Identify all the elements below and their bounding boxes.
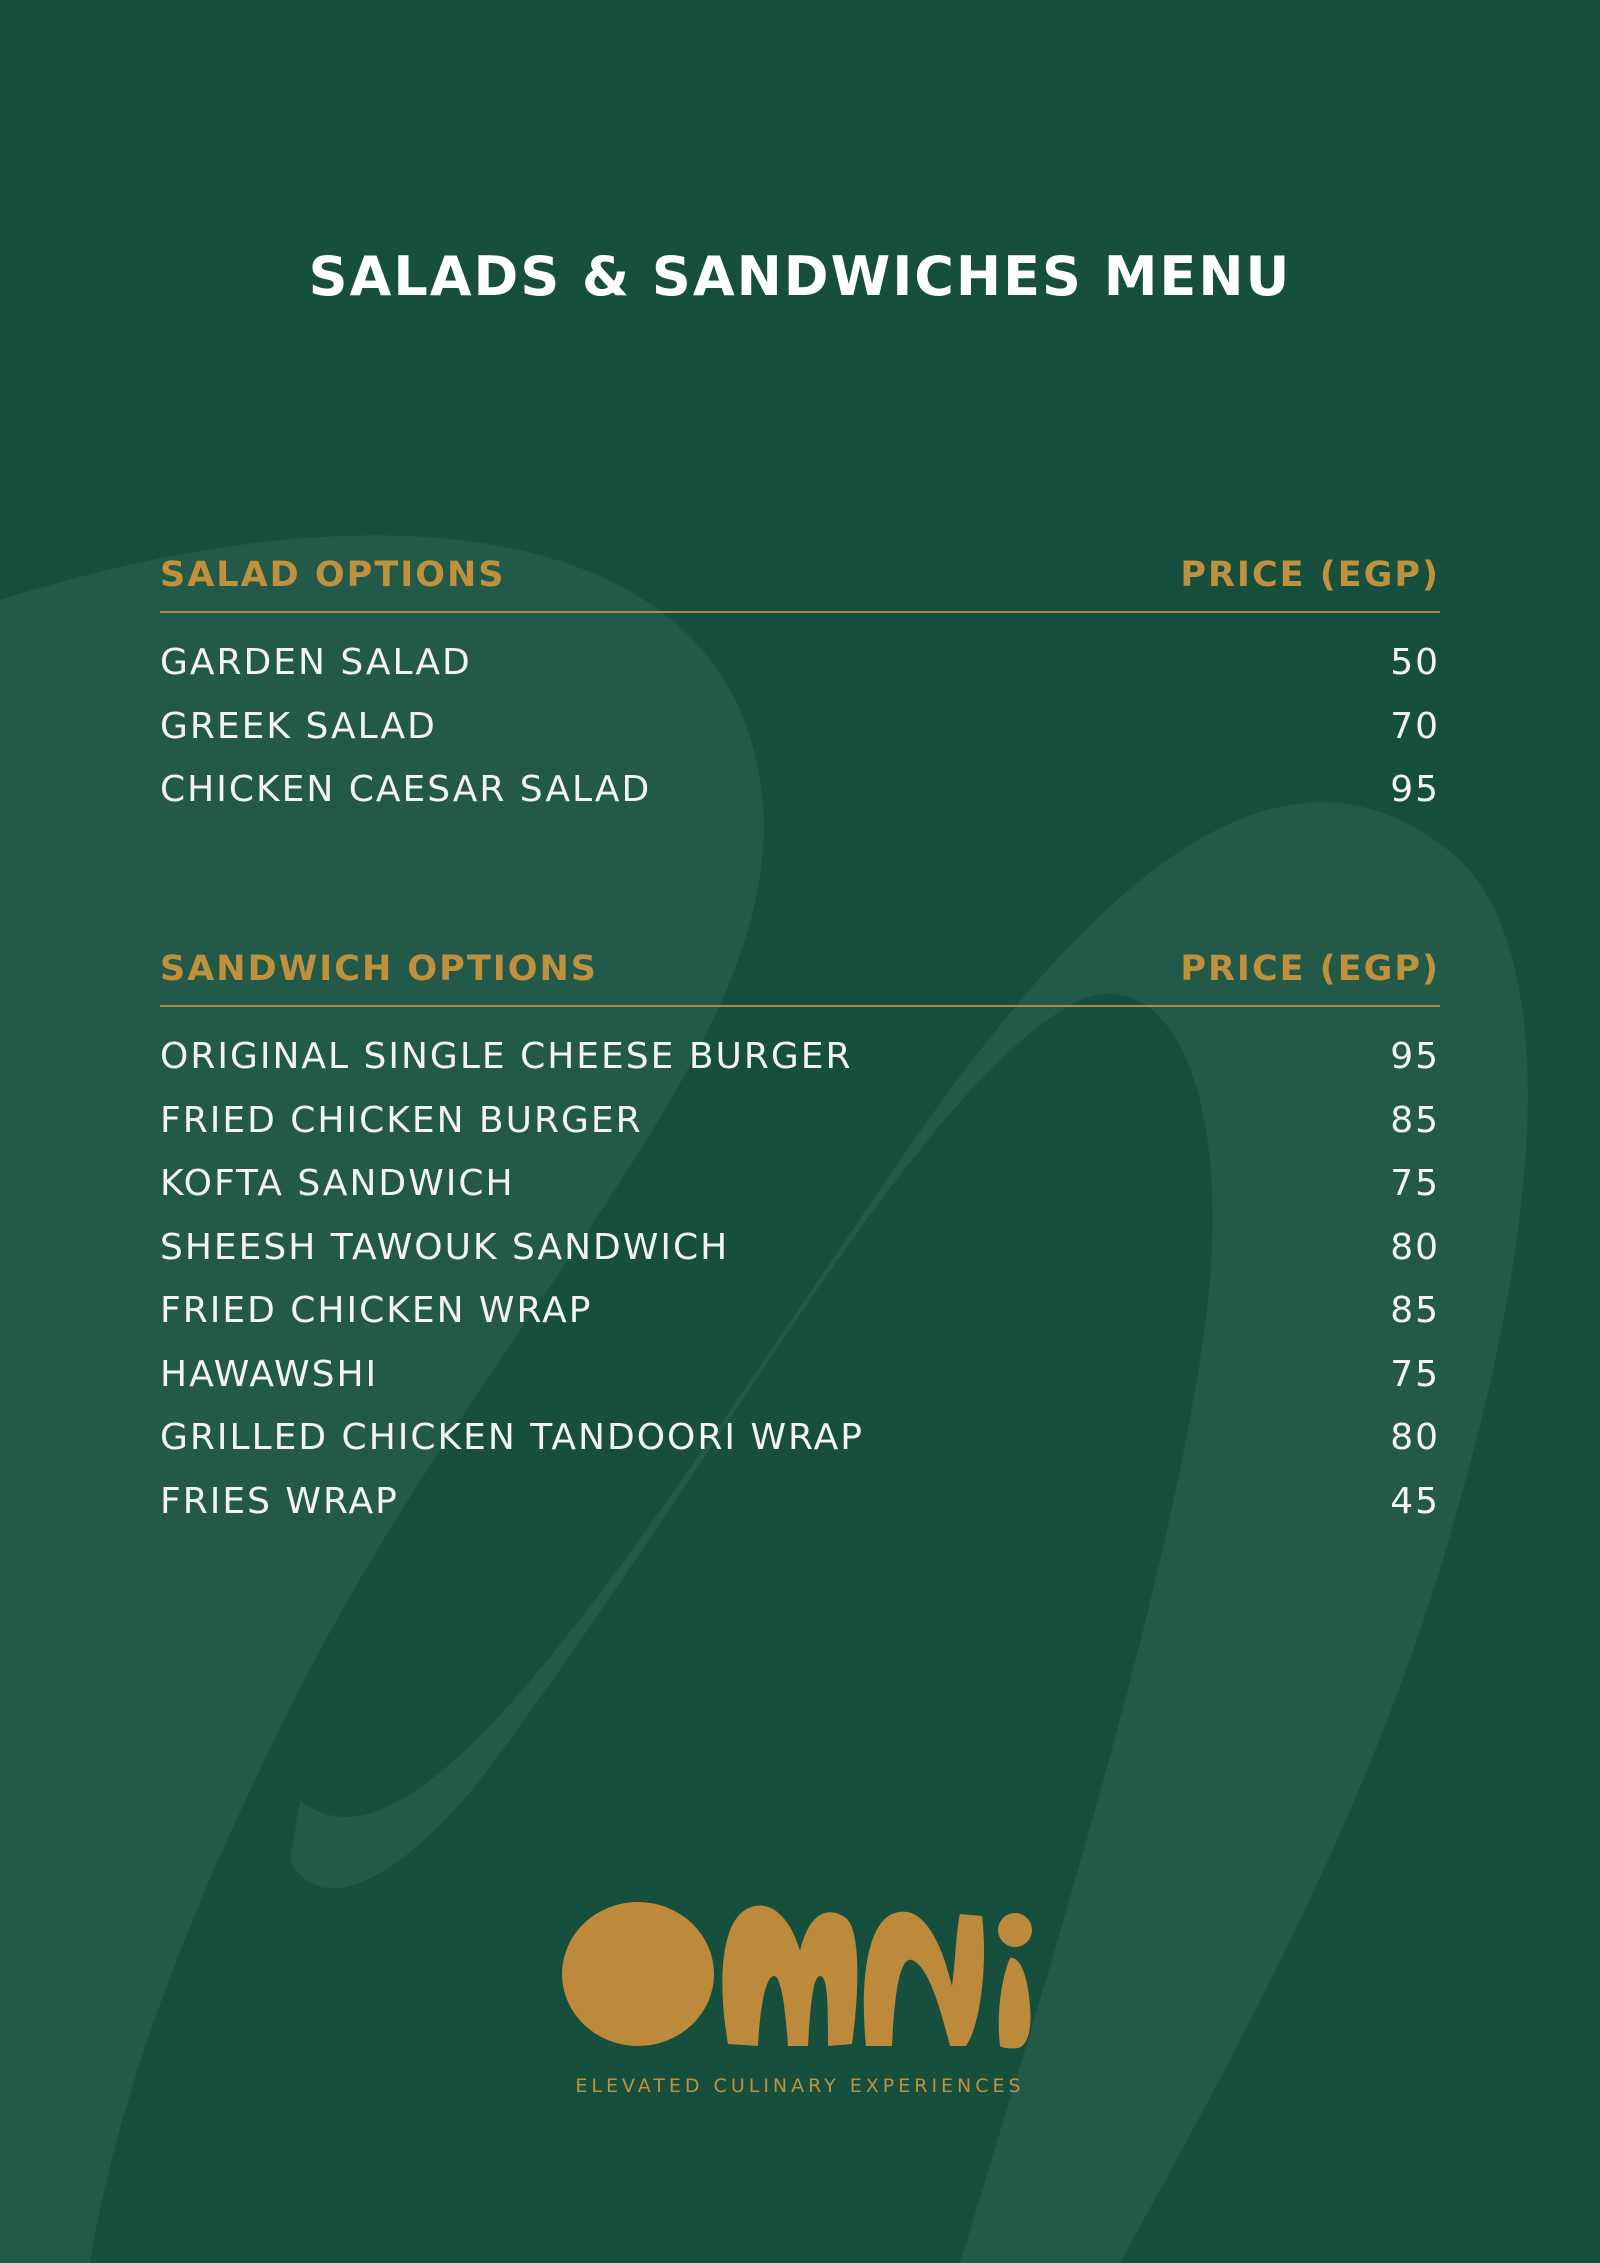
salad-options-heading: SALAD OPTIONS <box>160 555 506 595</box>
sandwich-section-header <box>160 949 1440 1007</box>
menu-item-row <box>160 1279 1440 1343</box>
page-title: SALADS & SANDWICHES MENU <box>308 245 1292 308</box>
menu-item-row <box>160 758 1440 822</box>
sandwich-item-list <box>160 1025 1440 1533</box>
menu-item-name: GRILLED CHICKEN TANDOORI WRAP <box>160 1417 864 1459</box>
menu-item-name: FRIED CHICKEN WRAP <box>160 1290 593 1332</box>
menu-item-row <box>160 631 1440 695</box>
menu-item-price: 50 <box>1390 642 1440 684</box>
sandwich-options-heading: SANDWICH OPTIONS <box>160 949 598 989</box>
menu-item-row <box>160 1152 1440 1216</box>
menu-item-name: CHICKEN CAESAR SALAD <box>160 769 652 811</box>
brand-tagline: ELEVATED CULINARY EXPERIENCES <box>575 2075 1025 2097</box>
menu-item-price: 75 <box>1390 1353 1440 1395</box>
menu-item-row <box>160 1470 1440 1534</box>
menu-item-row <box>160 1089 1440 1153</box>
menu-item-name: HAWAWSHI <box>160 1353 379 1395</box>
menu-item-price: 75 <box>1390 1163 1440 1205</box>
menu-item-price: 80 <box>1390 1417 1440 1459</box>
menu-item-row <box>160 1025 1440 1089</box>
menu-item-name: KOFTA SANDWICH <box>160 1163 515 1205</box>
sandwich-price-heading: PRICE (EGP) <box>1180 949 1440 989</box>
menu-item-name: GREEK SALAD <box>160 705 437 747</box>
menu-item-name: GARDEN SALAD <box>160 642 472 684</box>
menu-item-name: FRIES WRAP <box>160 1480 399 1522</box>
menu-item-name: SHEESH TAWOUK SANDWICH <box>160 1226 730 1268</box>
salad-section <box>160 555 1440 822</box>
menu-item-price: 95 <box>1390 1036 1440 1078</box>
menu-item-price: 85 <box>1390 1290 1440 1332</box>
menu-item-row <box>160 1406 1440 1470</box>
salad-section-header <box>160 555 1440 613</box>
menu-item-name: ORIGINAL SINGLE CHEESE BURGER <box>160 1036 853 1078</box>
menu-item-row <box>160 1216 1440 1280</box>
menu-item-price: 95 <box>1390 769 1440 811</box>
menu-item-row <box>160 1343 1440 1407</box>
menu-item-price: 70 <box>1390 705 1440 747</box>
omni-logo <box>560 1896 1040 2096</box>
menu-item-row <box>160 695 1440 759</box>
menu-item-price: 45 <box>1390 1480 1440 1522</box>
menu-item-price: 80 <box>1390 1226 1440 1268</box>
salad-item-list <box>160 631 1440 822</box>
sandwich-section <box>160 949 1440 1533</box>
menu-item-name: FRIED CHICKEN BURGER <box>160 1099 643 1141</box>
salad-price-heading: PRICE (EGP) <box>1180 555 1440 595</box>
menu-item-price: 85 <box>1390 1099 1440 1141</box>
